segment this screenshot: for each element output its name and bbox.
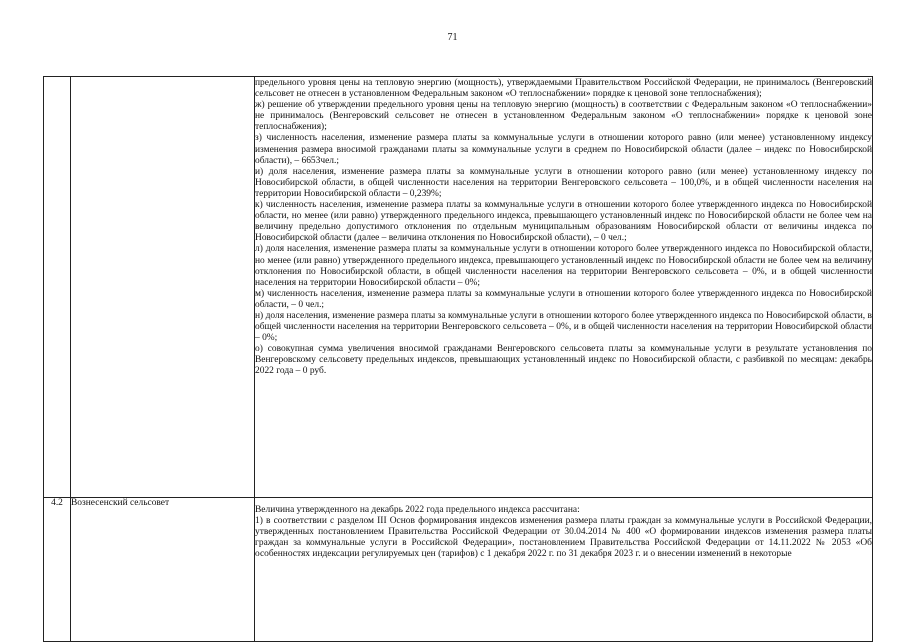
description-cell [255, 77, 873, 498]
document-table [43, 76, 873, 642]
paragraph: м) численность населения, изменение размера платы за коммунальные услуги в отношении которого более утвержденного индекса по Новосибирской области, – 0 чел.; [255, 288, 872, 310]
paragraph: ж) решение об утверждении предельного уровня цены на тепловую энергию (мощность) в соответствии с Федеральным законом «О теплоснабжении» не принималось (Венгеровский сельсовет не отнесен в установленном Федеральным законом «О теплоснабжении» порядке к ценовой зоне теплоснабжения); [255, 100, 872, 133]
municipality-name-cell: Вознесенский сельсовет [71, 498, 255, 642]
page-number: 71 [447, 32, 458, 43]
paragraph: з) численность населения, изменение размера платы за коммунальные услуги в отношении которого равно (или менее) установленному индексу изменения размера вносимой гражданами платы за коммунальные услуги в среднем по Новосибирской области (далее – индекс по Новосибирской области), – 6653чел.; [255, 133, 872, 166]
description-cell [255, 498, 873, 642]
table-row [44, 77, 873, 498]
paragraph: н) доля населения, изменение размера платы за коммунальные услуги в отношении которого более утвержденного индекса по Новосибирской области, в общей численности населения на территории Венгеровского сельсовета – 0%, и в общей численности населения на территории Новосибирской области – 0%; [255, 310, 872, 344]
paragraph: Величина утвержденного на декабрь 2022 года предельного индекса рассчитана: [255, 505, 580, 515]
paragraph: л) доля населения, изменение размера платы за коммунальные услуги в отношении которого более утвержденного индекса по Новосибирской области, но менее (или равно) утвержденного предельного индекса, превышающего установленный индекс по Новосибирской области не более чем на величину отклонения по Новосибирской области, в общей численности населения на территории Венгеровского сельсовета – 0%, и в общей численности населения на территории Новосибирской области – 0%; [255, 244, 872, 288]
paragraph: к) численность населения, изменение размера платы за коммунальные услуги в отношении которого более утвержденного индекса по Новосибирской области, но менее (или равно) утвержденного предельного индекса, превышающего установленный индекс по Новосибирской области не более чем на величину предельно допустимого отклонения по отдельным муниципальным образованиям Новосибирской области от величины индекса по Новосибирской области (далее – величина отклонения по Новосибирской области), – 0 чел.; [255, 200, 872, 244]
municipality-name-cell [71, 77, 255, 498]
paragraph: о) совокупная сумма увеличения вносимой гражданами Венгеровского сельсовета платы за коммунальные услуги в результате установления по Венгеровскому сельсовету предельных индексов, превышающих установленный индекс по Новосибирской области, с разбивкой по месяцам: декабрь 2022 года – 0 руб. [255, 344, 872, 377]
table-row [44, 498, 873, 642]
paragraph: и) доля населения, изменение размера платы за коммунальные услуги в отношении которого равно (или менее) установленному индексу по Новосибирской области, в общей численности населения на территории Венгеровского сельсовета – 100,0%, и в общей численности населения на территории Новосибирской области – 0,239%; [255, 166, 872, 199]
paragraph: 1) в соответствии с разделом III Основ формирования индексов изменения размера платы граждан за коммунальные услуги в Российской Федерации, утвержденных постановлением Правительства Российской Федерации от 30.04.2014 № 400 «О формировании индексов изменения размера платы граждан за коммунальные услуги в Российской Федерации», постановлением Правительства Российской Федерации от 14.11.2022 № 2053 «Об особенностях индексации регулируемых цен (тарифов) с 1 декабря 2022 г. по 31 декабря 2023 г. и о внесении изменений в некоторые [255, 516, 872, 560]
paragraph: предельного уровня цены на тепловую энергию (мощность), утверждаемыми Правительством Российской Федерации, не принималось (Венгеровский сельсовет не отнесен в установленном Федеральным законом «О теплоснабжении» порядке к ценовой зоне теплоснабжения); [255, 78, 872, 100]
row-number-cell [44, 77, 71, 498]
row-number-cell: 4.2 [44, 498, 71, 642]
